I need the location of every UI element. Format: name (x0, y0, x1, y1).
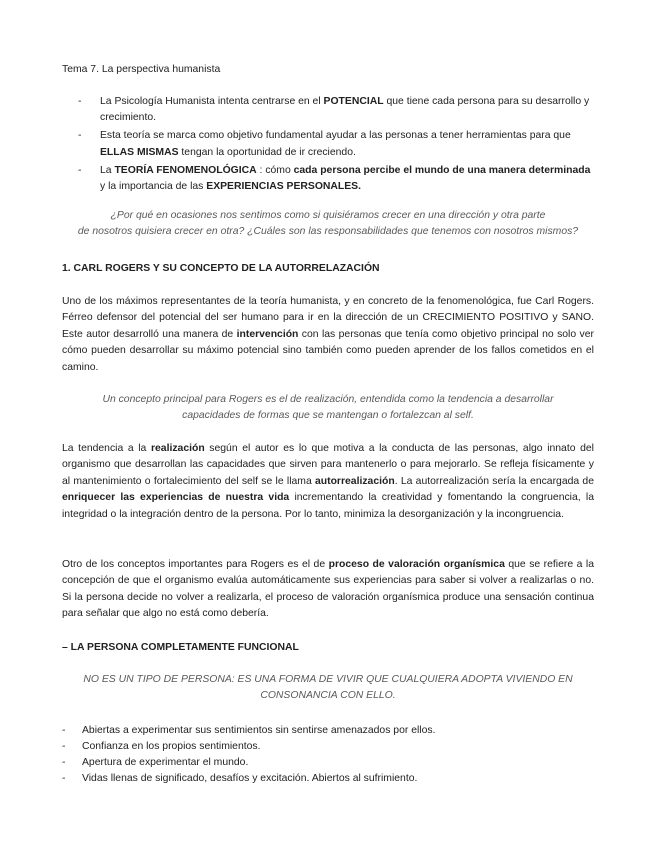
bullet-dash: - (62, 757, 66, 768)
list-item (62, 755, 582, 771)
functional-person-quote (62, 672, 594, 705)
para-text: . La autorrealización sería la encargada de (394, 475, 594, 487)
question-quote (62, 208, 594, 241)
intro-bullet (62, 128, 594, 160)
para-emphasis: intervención (236, 328, 299, 340)
paragraph-realization (62, 441, 594, 523)
bullet-dash: - (78, 96, 82, 107)
bullet-emphasis: ELLAS MISMAS (100, 146, 179, 158)
bullet-emphasis: POTENCIAL (323, 96, 384, 107)
bullet-dash: - (62, 725, 66, 736)
intro-bullet (62, 94, 594, 126)
para-text: incrementando la creatividad y fomentando la congruencia, la integridad o la integración dentro de la persona. Por lo tanto, minimiza la desorganización y la incongruencia. (62, 492, 594, 520)
section-heading-functional-person: – LA PERSONA COMPLETAMENTE FUNCIONAL (62, 642, 299, 653)
list-item (62, 723, 582, 739)
bullet-text: y la importancia de las (100, 181, 207, 193)
para-text: Otro de los conceptos importantes para Rogers es el de (62, 559, 329, 570)
paragraph-rogers-intro (62, 294, 594, 376)
list-item-text: Confianza en los propios sentimientos. (82, 741, 261, 752)
para-text: La tendencia a la (62, 443, 151, 454)
quote-line: NO ES UN TIPO DE PERSONA: ES UNA FORMA DE VIVIR QUE CUALQUIERA ADOPTA VIVIENDO EN (83, 674, 573, 685)
document-title: Tema 7. La perspectiva humanista (62, 64, 221, 75)
bullet-text: La Psicología Humanista intenta centrarse en el (100, 96, 324, 107)
bullet-dash: - (78, 164, 82, 176)
list-item-text: Abiertas a experimentar sus sentimientos sin sentirse amenazados por ellos. (82, 725, 436, 736)
list-item (62, 771, 582, 787)
realization-quote (62, 392, 594, 425)
quote-line: ¿Por qué en ocasiones nos sentimos como si quisiéramos crecer en una dirección y otra parte (110, 210, 546, 221)
para-emphasis: proceso de valoración organísmica (328, 559, 505, 570)
para-text: que se refiere a la concepción de que el organismo evalúa automáticamente sus experiencias para saber si volver a realizarlas o no. Si la persona decide no volver a realizarla, el proceso de valoración organísmica produce una sensación continua para señalar que algo no está como debería. (62, 559, 594, 620)
para-text: Uno de los máximos representantes de la teoría humanista, y en concreto de la fenomenológica, fue Carl Rogers. Férreo defensor del potencial del ser humano para ir en la dirección de un CRECIMIENTO POSITIVO y SANO. Este autor desarrolló una manera de (62, 296, 594, 340)
quote-line: CONSONANCIA CON ELLO. (260, 690, 396, 702)
bullet-text: : cómo (256, 164, 294, 176)
bullet-text: que tiene cada persona para su desarrollo y crecimiento. (100, 96, 590, 124)
bullet-emphasis: cada persona percibe el mundo de una manera determinada (293, 164, 591, 176)
para-text: con las personas que tenía como objetivo principal no solo ver cómo pueden desarrollar su máximo potencial sino también como pueden aprender de los fallos cometidos en el camino. (62, 328, 594, 373)
para-emphasis: realización (150, 443, 205, 454)
bullet-emphasis: EXPERIENCIAS PERSONALES. (206, 181, 362, 193)
functional-traits-list (62, 723, 582, 787)
para-emphasis: enriquecer las experiencias de nuestra vida (62, 492, 290, 504)
list-item (62, 739, 582, 755)
intro-bullet-list (62, 94, 594, 197)
bullet-dash: - (78, 130, 82, 142)
quote-line: Un concepto principal para Rogers es el de realización, entendida como la tendencia a desarrollar (102, 394, 554, 405)
bullet-dash: - (62, 773, 66, 784)
bullet-text: La (100, 164, 115, 176)
bullet-dash: - (62, 741, 66, 752)
quote-line: de nosotros quisiera crecer en otra? ¿Cuáles son las responsabilidades que tenemos con nosotros mismos? (77, 226, 579, 238)
list-item-text: Vidas llenas de significado, desafíos y excitación. Abiertos al sufrimiento. (82, 773, 418, 784)
bullet-text: tengan la oportunidad de ir creciendo. (178, 146, 356, 158)
section-heading-rogers: 1. CARL ROGERS Y SU CONCEPTO DE LA AUTORRELAZACIÓN (62, 263, 380, 274)
quote-line: capacidades de formas que se mantengan o fortalezcan al self. (182, 410, 474, 422)
paragraph-organismic-valuation (62, 557, 594, 623)
list-item-text: Apertura de experimentar el mundo. (82, 757, 249, 768)
para-emphasis: autorrealización (315, 475, 395, 487)
bullet-text: Esta teoría se marca como objetivo fundamental ayudar a las personas a tener herramientas para que (100, 130, 571, 142)
intro-bullet (62, 163, 594, 195)
bullet-emphasis: TEORÍA FENOMENOLÓGICA (114, 164, 257, 176)
para-text: según el autor es lo que motiva a la conducta de las personas, algo innato del organismo que desarrollan las capacidades que sirven para mantenerlo o para mejorarlo. Se refleja físicamente y al mantenimiento o fortalecimiento del self se le llama (62, 443, 594, 487)
